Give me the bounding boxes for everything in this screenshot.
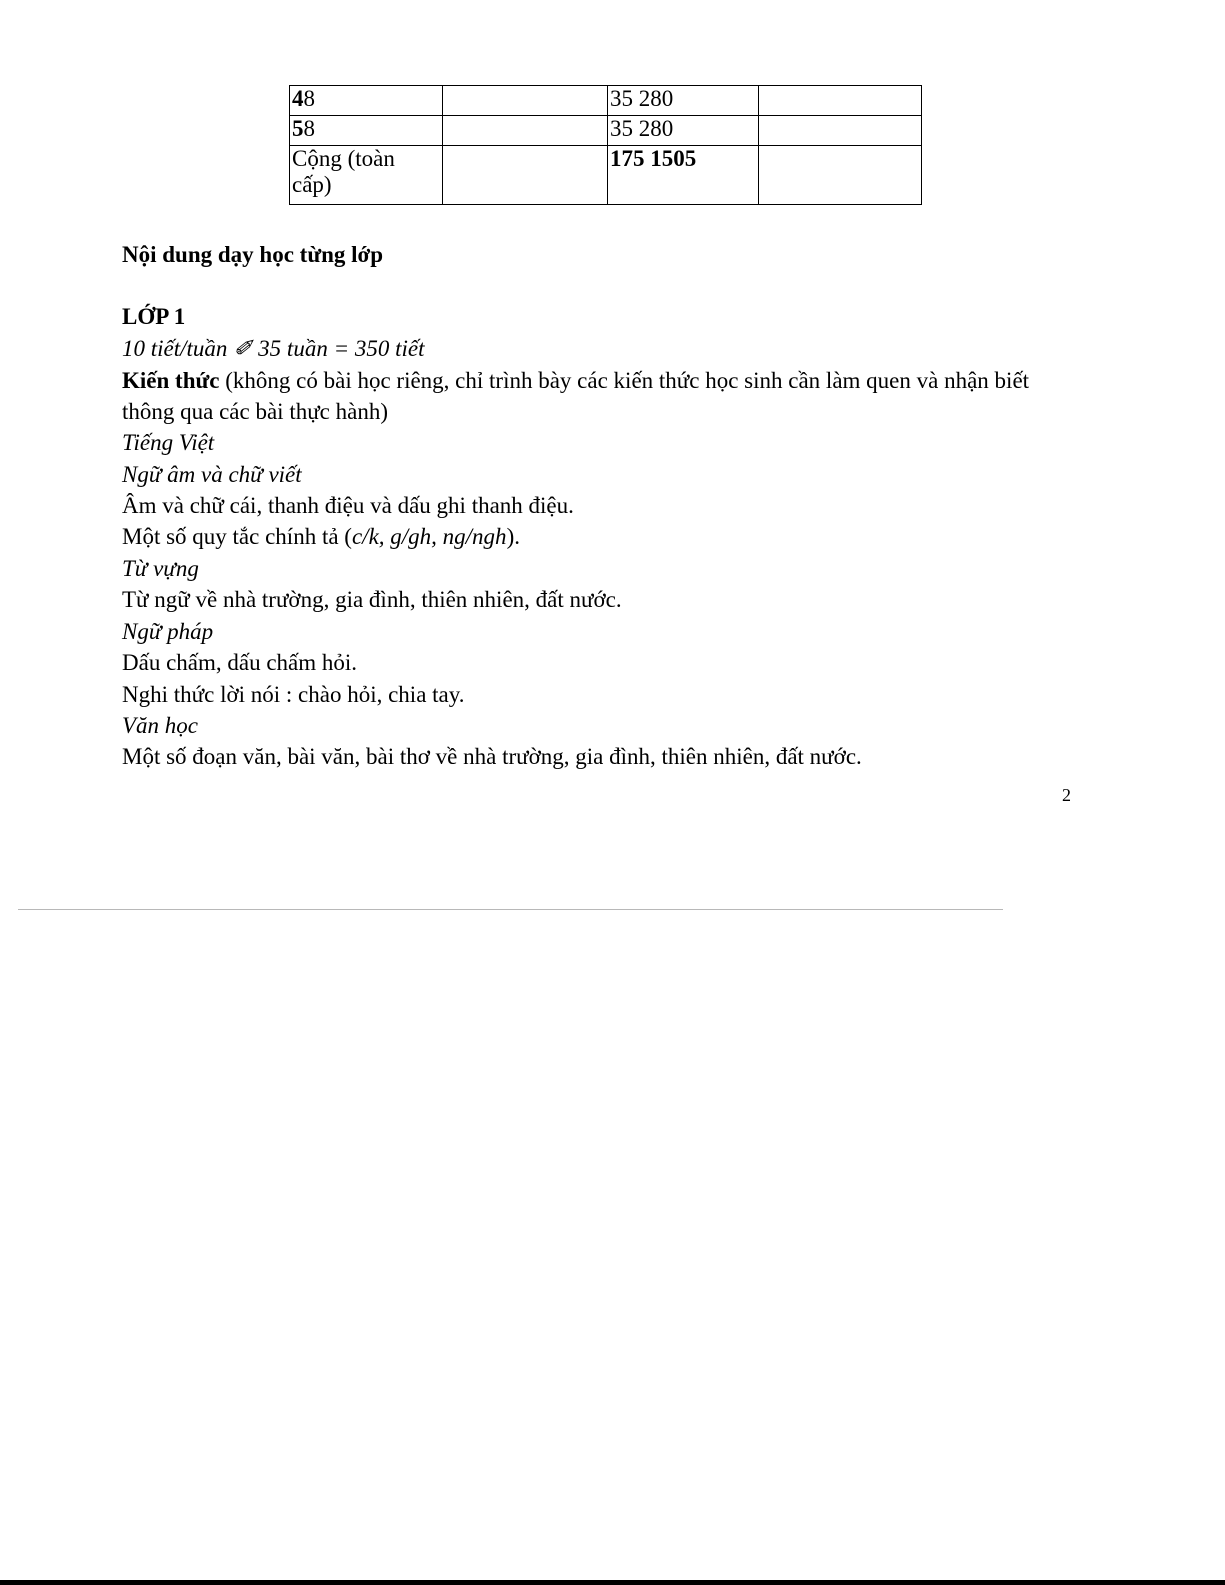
phonetics-line-2-italic: c/k, g/gh, ng/ngh [351, 524, 507, 549]
table-cell [290, 146, 443, 205]
section-title: Nội dung dạy học từng lớp [122, 242, 384, 267]
enrollment-table [289, 85, 922, 205]
table-total-row [290, 146, 922, 205]
grammar-line-2: Nghi thức lời nói : chào hỏi, chia tay. [122, 682, 465, 707]
row-rest-digit: 8 [303, 86, 315, 111]
vocabulary-line-1: Từ ngữ về nhà trường, gia đình, thiên nhiên, đất nước. [122, 587, 622, 612]
table-cell [759, 146, 922, 205]
table-cell-total: 175 1505 [608, 146, 759, 205]
table-cell [290, 116, 443, 146]
literature-heading: Văn học [122, 713, 199, 738]
table-cell [290, 86, 443, 116]
subject-heading: Tiếng Việt [122, 430, 215, 455]
vocabulary-heading: Từ vựng [122, 556, 199, 581]
schedule-line: 10 tiết/tuần ✐ 35 tuần = 350 tiết [122, 336, 425, 361]
bottom-border [0, 1580, 1225, 1585]
knowledge-line [122, 367, 1029, 395]
grade-title: LỚP 1 [122, 304, 186, 329]
row-lead-digit: 5 [292, 116, 304, 141]
table-cell [443, 86, 608, 116]
row-rest-digit: 8 [303, 116, 315, 141]
phonetics-heading: Ngữ âm và chữ viết [122, 462, 302, 487]
knowledge-line-2: thông qua các bài thực hành) [122, 399, 389, 424]
knowledge-label: Kiến thức [122, 368, 220, 393]
table-cell [443, 116, 608, 146]
knowledge-text: (không có bài học riêng, chỉ trình bày các kiến thức học sinh cần làm quen và nhận biết [219, 368, 1030, 393]
table-row [290, 86, 922, 116]
phonetics-line-2-start: Một số quy tắc chính tả ( [122, 524, 352, 549]
table-cell [443, 146, 608, 205]
table-cell: 35 280 [608, 86, 759, 116]
total-label-line2: cấp) [292, 172, 332, 197]
table-cell [759, 86, 922, 116]
literature-line-1: Một số đoạn văn, bài văn, bài thơ về nhà trường, gia đình, thiên nhiên, đất nước. [122, 744, 862, 769]
table-row [290, 116, 922, 146]
phonetics-line-1: Âm và chữ cái, thanh điệu và dấu ghi thanh điệu. [122, 493, 574, 518]
phonetics-line-2-end: ). [506, 524, 520, 549]
total-label-line1: Cộng (toàn [292, 146, 395, 171]
row-lead-digit: 4 [292, 86, 304, 111]
phonetics-line-2 [122, 523, 520, 551]
page-number: 2 [1062, 785, 1071, 805]
grammar-heading: Ngữ pháp [122, 619, 214, 644]
grammar-line-1: Dấu chấm, dấu chấm hỏi. [122, 650, 358, 675]
page-divider [18, 909, 1003, 910]
table-cell: 35 280 [608, 116, 759, 146]
table-cell [759, 116, 922, 146]
